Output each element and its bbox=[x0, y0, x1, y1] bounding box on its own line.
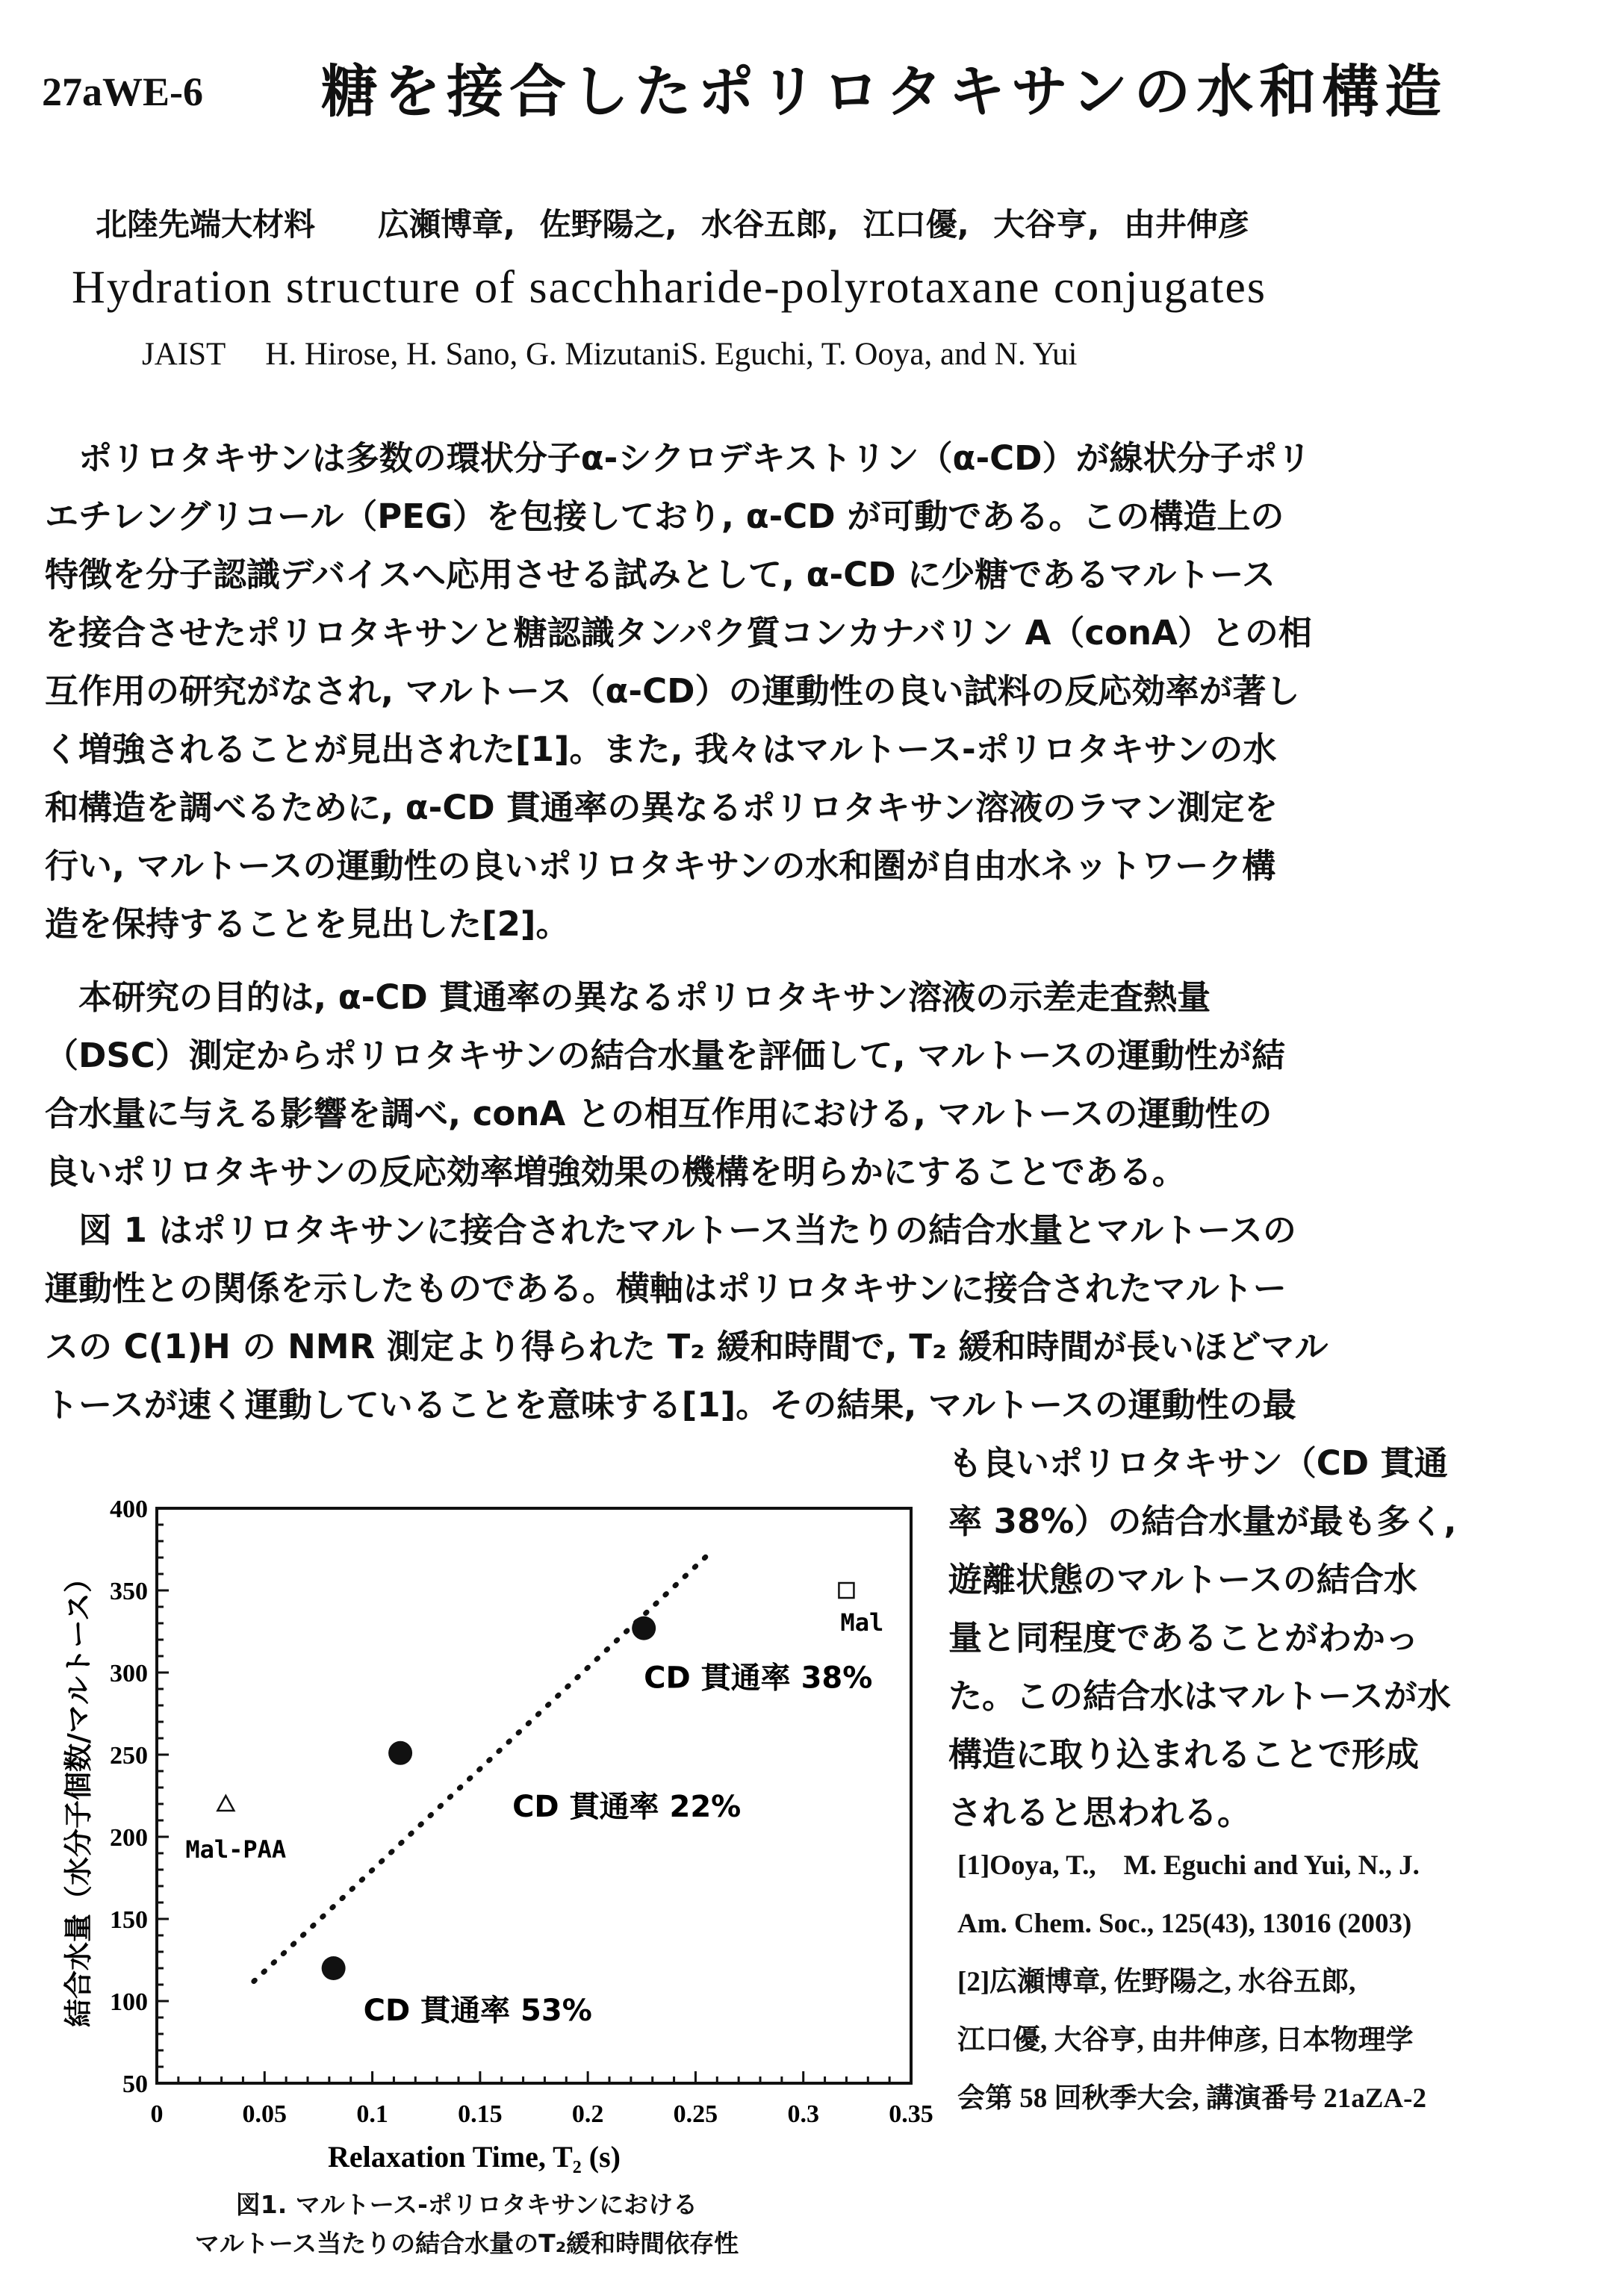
text-line: トースが速く運動していることを意味する[1]。その結果, マルトースの運動性の最 bbox=[45, 1385, 1296, 1425]
text-line: 運動性との関係を示したものである。横軸はポリロタキサンに接合されたマルトー bbox=[45, 1269, 1287, 1308]
x-tick-label: 0.3 bbox=[787, 2100, 819, 2128]
point-label: CD 貫通率 38% bbox=[644, 1661, 873, 1696]
text-line: （DSC）測定からポリロタキサンの結合水量を評価して, マルトースの運動性が結 bbox=[45, 1036, 1286, 1075]
text-line: 図 1 はポリロタキサンに接合されたマルトース当たりの結合水量とマルトースの bbox=[45, 1210, 1296, 1250]
text-line: 造を保持することを見出した[2]。 bbox=[45, 904, 570, 944]
x-tick-label: 0.15 bbox=[458, 2100, 503, 2128]
text-line: 和構造を調べるために, α-CD 貫通率の異なるポリロタキサン溶液のラマン測定を bbox=[45, 788, 1278, 827]
references bbox=[957, 1837, 1426, 2128]
point-label: CD 貫通率 22% bbox=[512, 1789, 742, 1824]
series-label: Mal bbox=[840, 1608, 884, 1637]
reference-line: [1]Ooya, T., M. Eguchi and Yui, N., J. bbox=[957, 1850, 1420, 1881]
text-line: た。この結合水はマルトースが水 bbox=[948, 1676, 1451, 1716]
text-line: されると思われる。 bbox=[948, 1793, 1252, 1832]
text-line: 特徴を分子認識デバイスへ応用させる試みとして, α-CD に少糖であるマルトース bbox=[45, 555, 1276, 594]
text-line: ポリロタキサンは多数の環状分子α-シクロデキストリン（α-CD）が線状分子ポリ bbox=[45, 438, 1311, 478]
point-label: CD 貫通率 53% bbox=[363, 1994, 592, 2028]
data-point bbox=[632, 1617, 656, 1640]
text-line: を接合させたポリロタキサンと糖認識タンパク質コンカナバリン A（conA）との相 bbox=[45, 613, 1312, 653]
x-tick-label: 0.25 bbox=[673, 2100, 718, 2128]
text-line: も良いポリロタキサン（CD 貫通 bbox=[948, 1443, 1448, 1483]
caption-line-2: マルトース当たりの結合水量のT₂緩和時間依存性 bbox=[194, 2229, 739, 2258]
text-line: スの C(1)H の NMR 測定より得られた T₂ 緩和時間で, T₂ 緩和時間が長いほどマル bbox=[45, 1327, 1329, 1366]
y-tick-label: 250 bbox=[110, 1742, 148, 1770]
y-axis-label: 結合水量（水分子個数/マルトース） bbox=[62, 1564, 95, 2027]
paper-title-jp: 糖を接合したポリロタキサンの水和構造 bbox=[321, 58, 1448, 125]
text-line: 構造に取り込まれることで形成 bbox=[948, 1735, 1420, 1774]
y-tick-label: 200 bbox=[110, 1824, 148, 1852]
text-line: 本研究の目的は, α-CD 貫通率の異なるポリロタキサン溶液の示差走査熱量 bbox=[45, 977, 1211, 1017]
authors-jp: 北陸先端大材料 広瀬博章, 佐野陽之, 水谷五郎, 江口優, 大谷亨, 由井伸彦 bbox=[96, 206, 1249, 243]
data-point bbox=[217, 1796, 234, 1811]
x-axis-label: Relaxation Time, T₂ (s) bbox=[327, 2140, 621, 2174]
body-paragraph-2 bbox=[45, 968, 1568, 1201]
text-line: 量と同程度であることがわかっ bbox=[948, 1618, 1420, 1658]
reference-line: 会第 58 回秋季大会, 講演番号 21aZA-2 bbox=[957, 2083, 1426, 2114]
text-line: 行い, マルトースの運動性の良いポリロタキサンの水和圏が自由水ネットワーク構 bbox=[45, 846, 1276, 886]
authors-en: JAIST H. Hirose, H. Sano, G. MizutaniS. Eguchi, T. Ooya, and N. Yui bbox=[142, 337, 1078, 372]
text-line: エチレングリコール（PEG）を包接しており, α-CD が可動である。この構造上の bbox=[45, 497, 1284, 536]
text-line: く増強されることが見出された[1]。また, 我々はマルトース-ポリロタキサンの水 bbox=[45, 729, 1277, 769]
reference-line: Am. Chem. Soc., 125(43), 13016 (2003) bbox=[957, 1908, 1412, 1939]
y-tick-label: 100 bbox=[110, 1988, 148, 2016]
reference-line: 江口優, 大谷亨, 由井伸彦, 日本物理学 bbox=[957, 2025, 1414, 2056]
y-tick-label: 150 bbox=[110, 1906, 148, 1934]
x-tick-label: 0 bbox=[150, 2100, 164, 2128]
x-tick-label: 0.05 bbox=[242, 2100, 288, 2128]
text-line: 率 38%）の結合水量が最も多く, bbox=[948, 1502, 1457, 1541]
y-tick-label: 350 bbox=[110, 1578, 148, 1605]
x-tick-label: 0.35 bbox=[889, 2100, 933, 2128]
y-tick-label: 50 bbox=[122, 2071, 148, 2098]
y-tick-label: 300 bbox=[110, 1660, 148, 1687]
text-line: 遊離状態のマルトースの結合水 bbox=[948, 1560, 1417, 1599]
figure-caption bbox=[0, 2185, 933, 2263]
data-point bbox=[839, 1583, 854, 1598]
paper-title-en: Hydration structure of sacchharide-polyrotaxane conjugates bbox=[72, 262, 1267, 313]
data-point bbox=[388, 1741, 412, 1765]
x-tick-label: 0.1 bbox=[356, 2100, 388, 2128]
body-paragraph-3 bbox=[45, 1201, 1568, 1434]
y-tick-label: 400 bbox=[110, 1496, 148, 1523]
data-point bbox=[322, 1956, 346, 1980]
text-line: 合水量に与える影響を調べ, conA との相互作用における, マルトースの運動性の bbox=[45, 1094, 1272, 1133]
x-tick-label: 0.2 bbox=[571, 2100, 604, 2128]
text-line: 良いポリロタキサンの反応効率増強効果の機構を明らかにすることである。 bbox=[45, 1152, 1186, 1192]
caption-line-1: 図1. マルトース-ポリロタキサンにおける bbox=[235, 2190, 698, 2219]
series-label: Mal-PAA bbox=[185, 1835, 287, 1864]
session-code: 27aWE-6 bbox=[42, 69, 203, 114]
figure-1-chart bbox=[0, 1486, 948, 2292]
body-paragraph-3-continued bbox=[948, 1434, 1456, 1842]
reference-line: [2]広瀬博章, 佐野陽之, 水谷五郎, bbox=[957, 1967, 1356, 1997]
text-line: 互作用の研究がなされ, マルトース（α-CD）の運動性の良い試料の反応効率が著し bbox=[45, 671, 1300, 711]
body-paragraph-1 bbox=[45, 429, 1568, 953]
